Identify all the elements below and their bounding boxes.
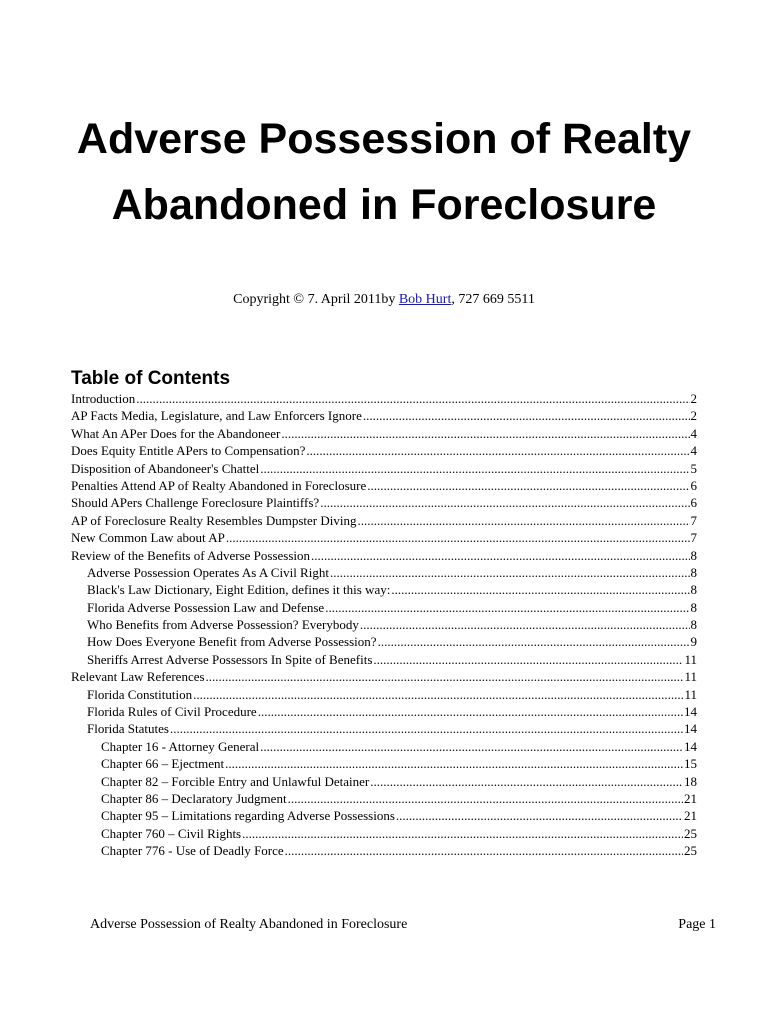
toc-entry[interactable] (71, 807, 697, 824)
toc-entry-title: Review of the Benefits of Adverse Possession (71, 547, 311, 563)
toc-dot-leader (330, 564, 690, 581)
toc-entry-page: 8 (690, 582, 697, 598)
toc-entry-page: 11 (684, 669, 697, 685)
copyright-suffix: , 727 669 5511 (451, 292, 535, 307)
toc-entry-page: 8 (690, 617, 697, 633)
toc-entry-title: Black's Law Dictionary, Eight Edition, defines it this way: (87, 582, 391, 598)
toc-entry-title: New Common Law about AP (71, 530, 225, 546)
toc-dot-leader (378, 633, 690, 650)
footer-running-title: Adverse Possession of Realty Abandoned in Foreclosure (90, 917, 408, 932)
toc-dot-leader (242, 825, 683, 842)
toc-entry-page: 6 (690, 477, 697, 493)
toc-dot-leader (260, 460, 689, 477)
document-title: Adverse Possession of Realty Abandoned in Foreclosure (76, 115, 692, 229)
toc-entry[interactable] (71, 442, 697, 459)
toc-entry-page: 25 (684, 843, 697, 859)
toc-entry[interactable] (71, 564, 697, 581)
toc-dot-leader (370, 773, 683, 790)
toc-dot-leader (260, 738, 683, 755)
toc-entry-page: 5 (690, 460, 697, 476)
toc-entry[interactable] (71, 773, 697, 790)
toc-entry-title: What An APer Does for the Abandoneer (71, 425, 281, 441)
toc-dot-leader (373, 651, 683, 668)
toc-entry[interactable] (71, 842, 697, 859)
toc-dot-leader (367, 477, 689, 494)
toc-entry[interactable] (71, 407, 697, 424)
toc-entry[interactable] (71, 651, 697, 668)
toc-dot-leader (225, 755, 683, 772)
toc-entry[interactable] (71, 686, 697, 703)
toc-dot-leader (226, 529, 690, 546)
toc-entry-page: 2 (690, 408, 697, 424)
toc-entry-page: 6 (690, 495, 697, 511)
toc-entry-title: Does Equity Entitle APers to Compensation? (71, 443, 306, 459)
toc-entry[interactable] (71, 581, 697, 598)
toc-entry-title: Chapter 776 - Use of Deadly Force (101, 843, 284, 859)
toc-entry-page: 7 (690, 530, 697, 546)
toc-entry[interactable] (71, 512, 697, 529)
toc-entry[interactable] (71, 755, 697, 772)
toc-entry[interactable] (71, 477, 697, 494)
toc-entry-page: 14 (684, 738, 697, 754)
toc-entry-title: Chapter 95 – Limitations regarding Adverse Possessions (101, 808, 395, 824)
toc-dot-leader (193, 686, 683, 703)
toc-dot-leader (320, 494, 689, 511)
toc-entry-title: How Does Everyone Benefit from Adverse Possession? (87, 634, 377, 650)
toc-dot-leader (311, 547, 689, 564)
toc-entry[interactable] (71, 529, 697, 546)
toc-entry[interactable] (71, 616, 697, 633)
toc-entry-title: Should APers Challenge Foreclosure Plaintiffs? (71, 495, 320, 511)
toc-dot-leader (363, 407, 690, 424)
toc-entry-page: 11 (684, 686, 697, 702)
toc-entry-title: Penalties Attend AP of Realty Abandoned in Foreclosure (71, 477, 367, 493)
toc-dot-leader (170, 720, 683, 737)
toc-entry-title: Florida Statutes (87, 721, 169, 737)
toc-entry-title: AP of Foreclosure Realty Resembles Dumpster Diving (71, 512, 357, 528)
toc-entry-page: 7 (690, 512, 697, 528)
toc-entry-page: 8 (690, 564, 697, 580)
toc-entry-title: Sheriffs Arrest Adverse Possessors In Spite of Benefits (87, 651, 373, 667)
toc-entry[interactable] (71, 460, 697, 477)
toc-entry-title: Relevant Law References (71, 669, 205, 685)
toc-entry[interactable] (71, 390, 697, 407)
toc-entry[interactable] (71, 668, 697, 685)
toc-entry-title: AP Facts Media, Legislature, and Law Enforcers Ignore (71, 408, 362, 424)
toc-dot-leader (136, 390, 689, 407)
toc-entry-page: 14 (684, 721, 697, 737)
toc-dot-leader (306, 442, 689, 459)
toc-entry-page: 4 (690, 443, 697, 459)
toc-entry-title: Chapter 760 – Civil Rights (101, 825, 242, 841)
toc-heading: Table of Contents (71, 368, 231, 389)
toc-entry-page: 21 (684, 790, 697, 806)
toc-dot-leader (357, 512, 689, 529)
toc-entry[interactable] (71, 547, 697, 564)
toc-entry[interactable] (71, 738, 697, 755)
toc-dot-leader (396, 807, 683, 824)
toc-entry-page: 9 (690, 634, 697, 650)
footer-page-number: Page 1 (678, 917, 716, 932)
toc-dot-leader (325, 599, 689, 616)
toc-entry-title: Adverse Possession Operates As A Civil Right (87, 564, 329, 580)
table-of-contents (71, 390, 697, 860)
toc-entry-title: Chapter 16 - Attorney General (101, 738, 260, 754)
toc-dot-leader (391, 581, 689, 598)
toc-entry-page: 25 (684, 825, 697, 841)
copyright-prefix: Copyright © 7. April 2011by (233, 292, 399, 307)
toc-entry-title: Chapter 82 – Forcible Entry and Unlawful Detainer (101, 773, 370, 789)
toc-entry-page: 14 (684, 704, 697, 720)
toc-entry[interactable] (71, 825, 697, 842)
toc-entry[interactable] (71, 633, 697, 650)
toc-entry-title: Chapter 66 – Ejectment (101, 756, 225, 772)
toc-entry-title: Chapter 86 – Declaratory Judgment (101, 790, 287, 806)
toc-entry-title: Florida Rules of Civil Procedure (87, 704, 257, 720)
toc-dot-leader (258, 703, 683, 720)
toc-entry[interactable] (71, 790, 697, 807)
toc-entry[interactable] (71, 425, 697, 442)
toc-dot-leader (281, 425, 689, 442)
toc-entry[interactable] (71, 703, 697, 720)
toc-entry-page: 8 (690, 599, 697, 615)
toc-entry-page: 21 (684, 808, 697, 824)
toc-dot-leader (285, 842, 683, 859)
toc-entry-page: 2 (690, 391, 697, 406)
toc-entry-title: Who Benefits from Adverse Possession? Everybody (87, 617, 359, 633)
toc-entry-page: 18 (684, 773, 697, 789)
author-link[interactable]: Bob Hurt (398, 292, 452, 307)
toc-entry-page: 4 (690, 425, 697, 441)
toc-dot-leader (288, 790, 683, 807)
toc-entry-title: Introduction (71, 391, 136, 406)
toc-entry-page: 11 (684, 651, 697, 667)
toc-dot-leader (206, 668, 684, 685)
toc-entry[interactable] (71, 720, 697, 737)
toc-entry-page: 8 (690, 547, 697, 563)
toc-entry-title: Florida Constitution (87, 686, 193, 702)
copyright-line (0, 291, 768, 309)
toc-entry-title: Disposition of Abandoneer's Chattel (71, 460, 260, 476)
toc-entry[interactable] (71, 599, 697, 616)
toc-entry-title: Florida Adverse Possession Law and Defense (87, 599, 325, 615)
toc-entry[interactable] (71, 494, 697, 511)
toc-dot-leader (360, 616, 690, 633)
toc-entry-page: 15 (684, 756, 697, 772)
